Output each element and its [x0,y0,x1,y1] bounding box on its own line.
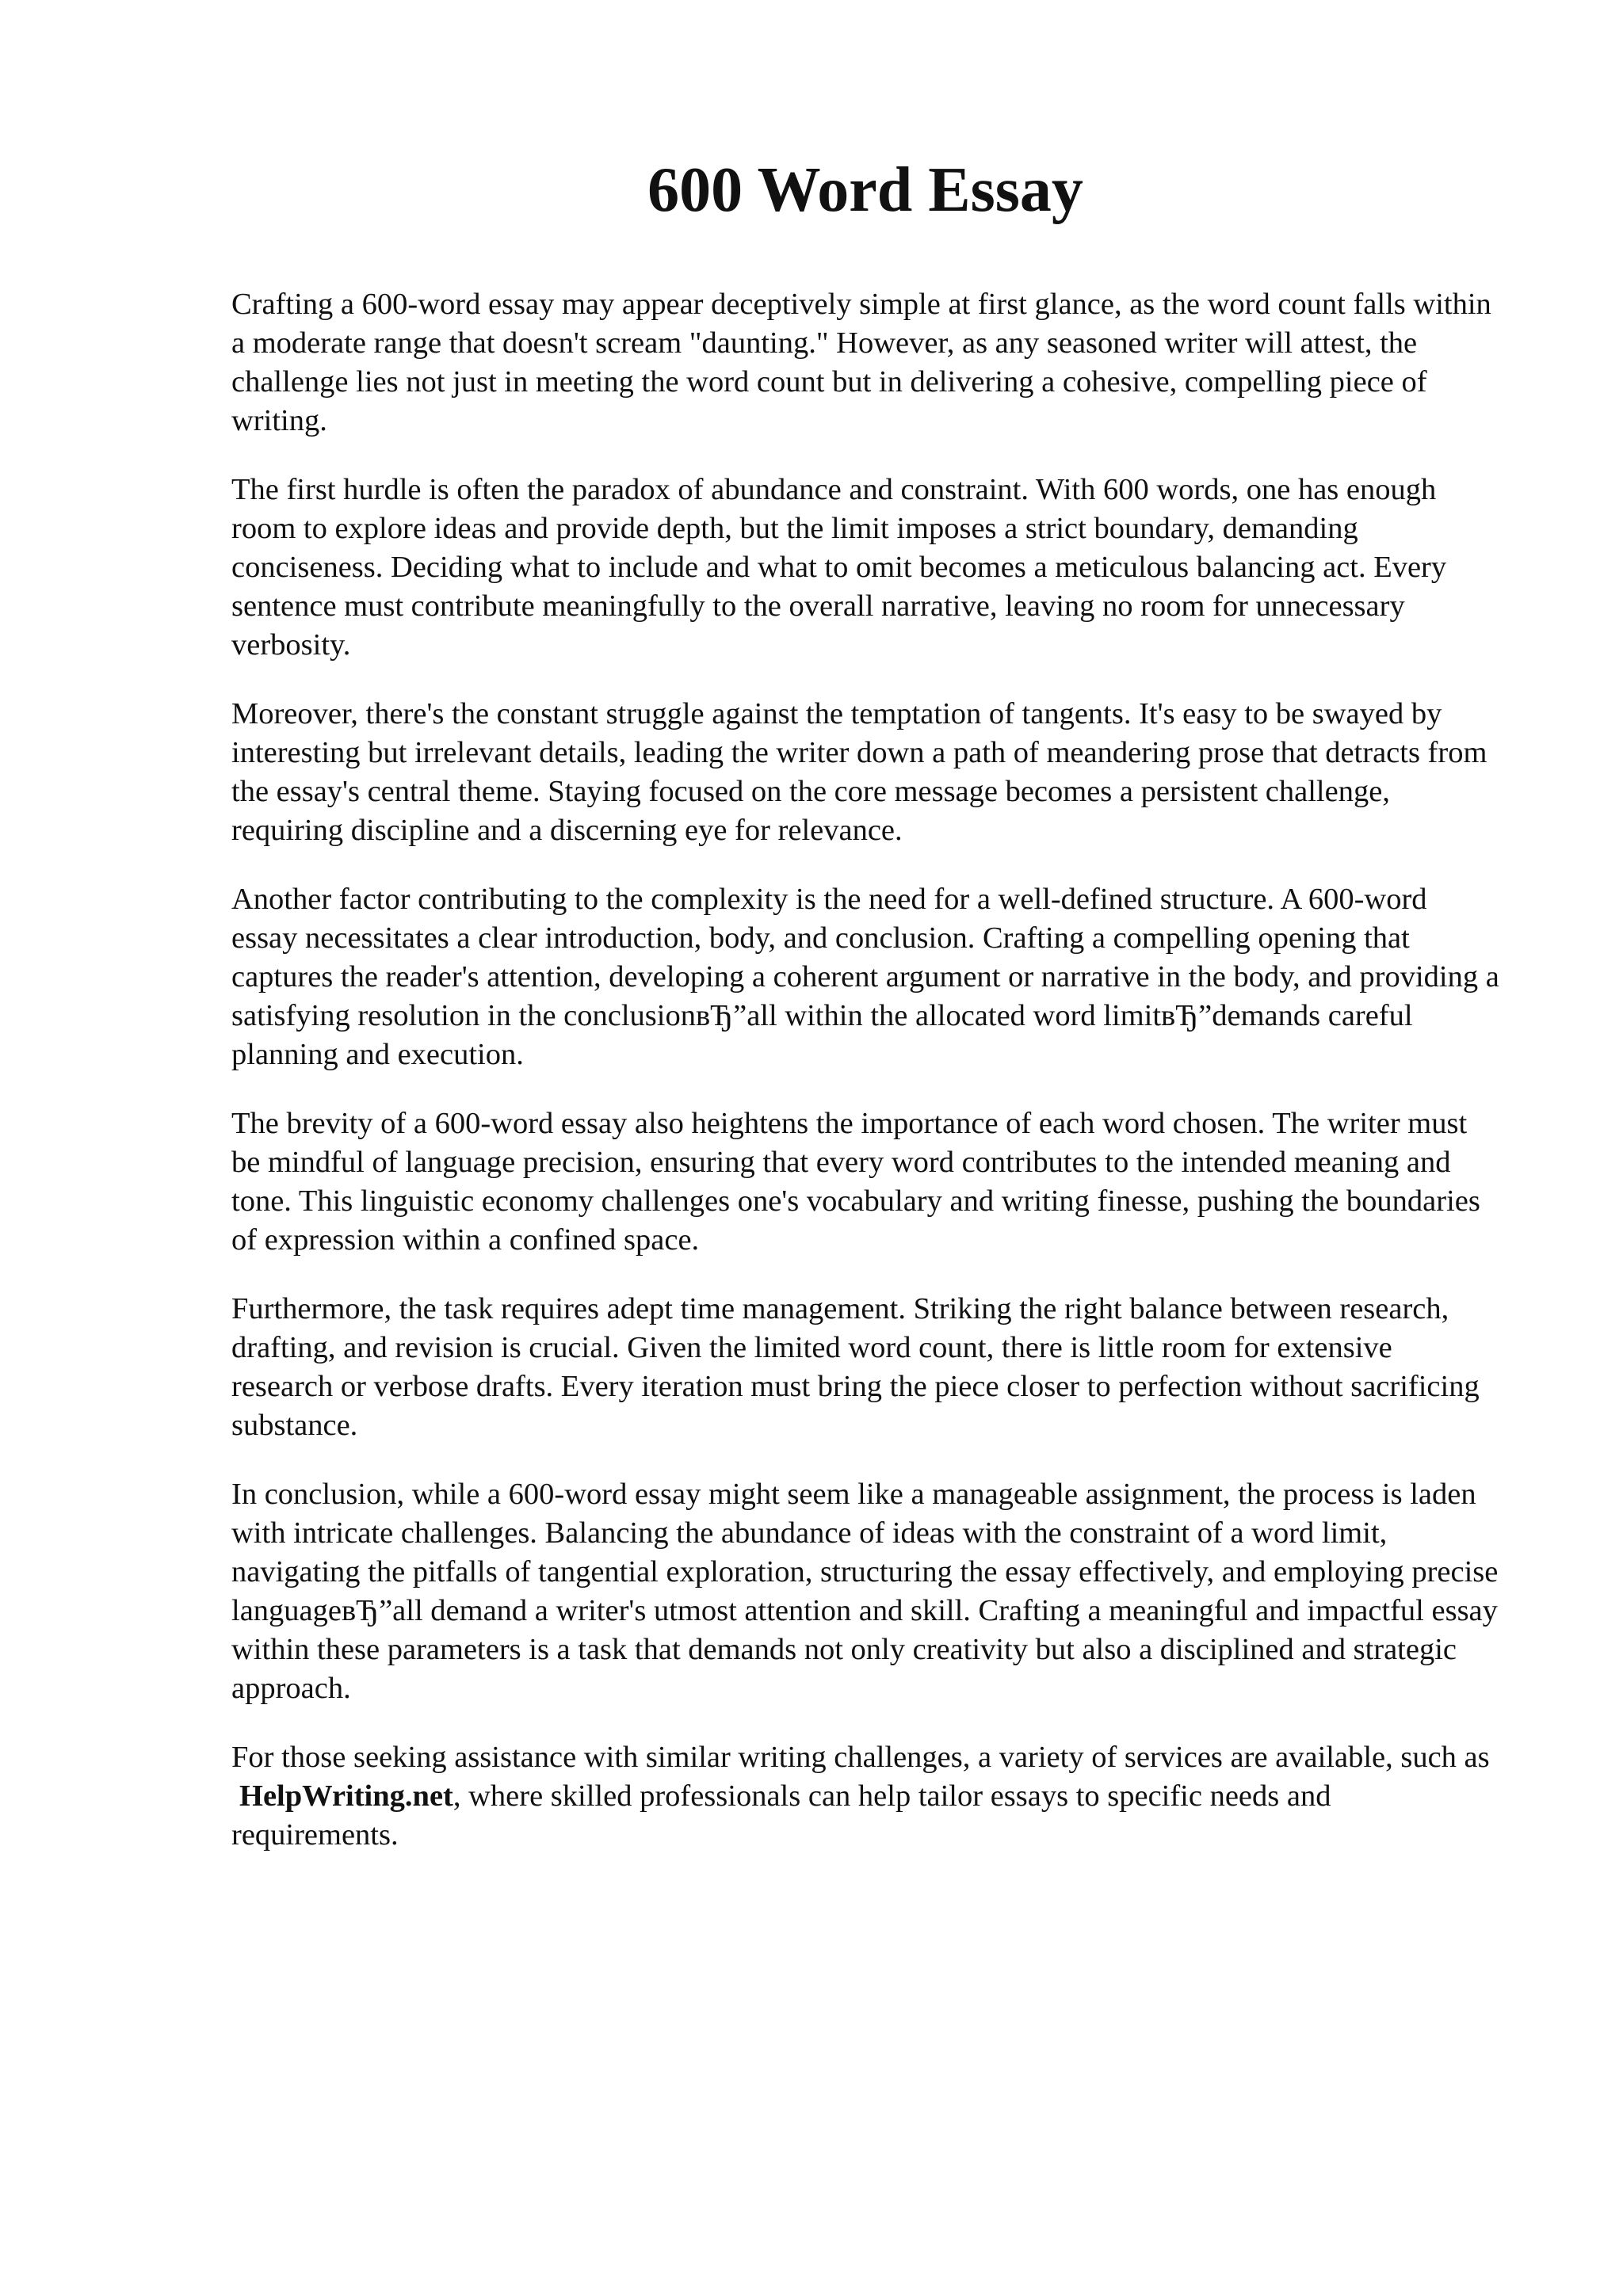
paragraph-2: The first hurdle is often the paradox of abundance and constraint. With 600 words, one has enough room to explore ideas and provide depth, but the limit imposes a strict boundary, demanding conciseness. Deciding what to include and what to omit becomes a meticulous balancing act. Every sentence must contribute meaningfully to the overall narrative, leaving no room for unnecessary verbosity. [231,473,1447,662]
paragraph-1: Crafting a 600-word essay may appear deceptively simple at first glance, as the word count falls within a moderate range that doesn't scream "daunting." However, as any seasoned writer will attest, the challenge lies not just in meeting the word count but in delivering a cohesive, compelling piece of writing. [231,288,1491,437]
paragraph-6: Furthermore, the task requires adept time management. Striking the right balance between research, drafting, and revision is crucial. Given the limited word count, there is little room for extensive research or verbose drafts. Every iteration must bring the piece closer to perfection without sacrificing substance. [231,1292,1480,1442]
closing-paragraph [231,1738,1499,1855]
closing-text-before: For those seeking assistance with similar writing challenges, a variety of services are available, such as [231,1741,1490,1774]
paragraph-5: The brevity of a 600-word essay also heightens the importance of each word chosen. The writer must be mindful of language precision, ensuring that every word contributes to the intended meaning and tone. This linguistic economy challenges one's vocabulary and writing finesse, pushing the boundaries of expression within a confined space. [231,1107,1480,1257]
closing-text-after: , where skilled professionals can help tailor essays to specific needs and requirements. [231,1779,1331,1852]
helpwriting-brand: HelpWriting.net [239,1779,453,1813]
paragraph-4: Another factor contributing to the complexity is the need for a well-defined structure. A 600-word essay necessitates a clear introduction, body, and conclusion. Crafting a compelling opening that captures the reader's attention, developing a coherent argument or narrative in the body, and providing a satisfying resolution in the conclusionвЂ”all within the allocated word limitвЂ”demands careful planning and execution. [231,883,1499,1071]
paragraph-3: Moreover, there's the constant struggle against the temptation of tangents. It's easy to be swayed by interesting but irrelevant details, leading the writer down a path of meandering prose that detracts from the essay's central theme. Staying focused on the core message becomes a persistent challenge, requiring discipline and a discerning eye for relevance. [231,697,1487,847]
paragraph-7: In conclusion, while a 600-word essay might seem like a manageable assignment, the process is laden with intricate challenges. Balancing the abundance of ideas with the constraint of a word limit, navigating the pitfalls of tangential exploration, structuring the essay effectively, and employing precise languageвЂ”all demand a writer's utmost attention and skill. Crafting a meaningful and impactful essay within these parameters is a task that demands not only creativity but also a disciplined and strategic approach. [231,1478,1499,1705]
document-content [231,143,1499,1885]
document-title: 600 Word Essay [647,155,1083,225]
